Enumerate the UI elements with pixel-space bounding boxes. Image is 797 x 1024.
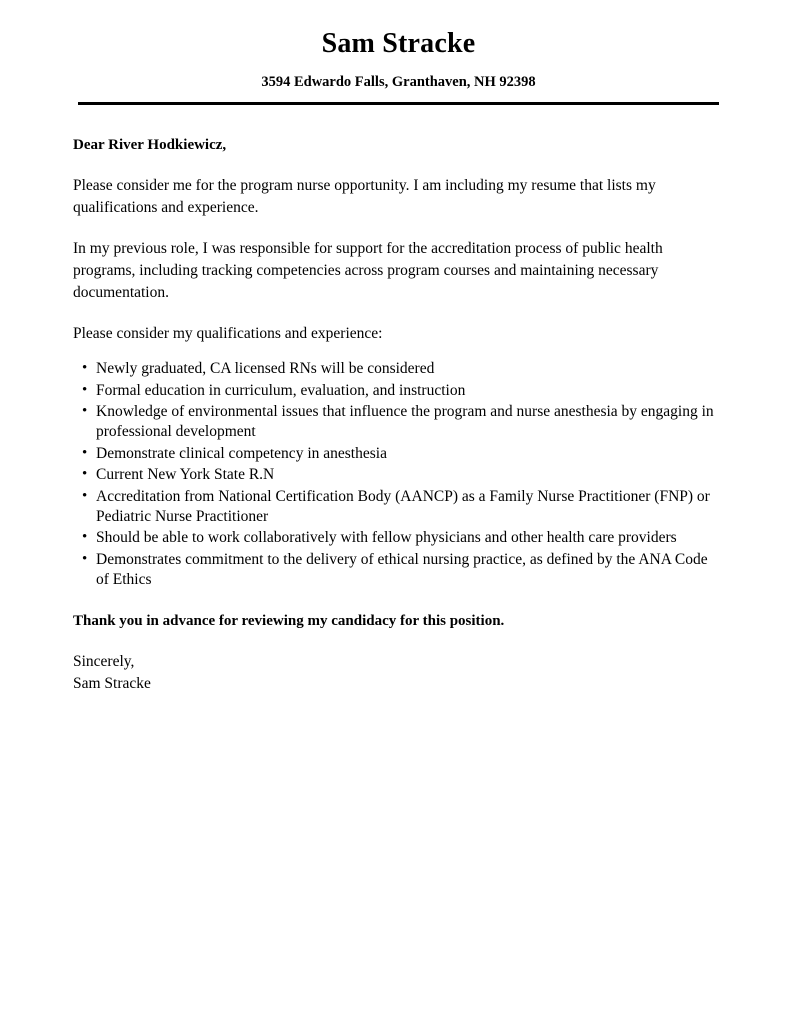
letter-body — [0, 135, 797, 696]
qualifications-lead: Please consider my qualifications and experience: — [73, 324, 383, 342]
list-item: • Should be able to work collaboratively with fellow physicians and other health care providers — [73, 528, 719, 548]
list-item: • Knowledge of environmental issues that influence the program and nurse anesthesia by engaging in professional development — [73, 402, 719, 441]
experience-paragraph: In my previous role, I was responsible for support for the accreditation process of public health programs, including tracking competencies across program courses and maintaining necessary documentation. — [73, 239, 663, 301]
sender-name: Sam Stracke — [321, 28, 476, 59]
signoff-valediction: Sincerely, — [73, 653, 135, 671]
salutation: Dear River Hodkiewicz, — [73, 136, 227, 153]
signoff-name: Sam Stracke — [73, 675, 151, 693]
intro-paragraph: Please consider me for the program nurse opportunity. I am including my resume that lists my qualifications and experience. — [73, 176, 656, 216]
sender-address: 3594 Edwardo Falls, Granthaven, NH 92398 — [261, 74, 536, 91]
list-item: • Accreditation from National Certification Body (AANCP) as a Family Nurse Practitioner (FNP) or Pediatric Nurse Practitioner — [73, 487, 719, 526]
list-item: • Demonstrates commitment to the delivery of ethical nursing practice, as defined by the ANA Code of Ethics — [73, 550, 719, 589]
list-item: • Formal education in curriculum, evaluation, and instruction — [73, 381, 719, 401]
list-item: • Current New York State R.N — [73, 465, 719, 485]
closing-thanks: Thank you in advance for reviewing my candidacy for this position. — [73, 613, 505, 630]
list-item: • Demonstrate clinical competency in anesthesia — [73, 444, 719, 464]
letterhead — [0, 0, 797, 105]
signoff — [73, 651, 719, 695]
letterhead-divider — [78, 102, 719, 105]
list-item: • Newly graduated, CA licensed RNs will be considered — [73, 359, 719, 379]
qualifications-list — [73, 359, 719, 589]
